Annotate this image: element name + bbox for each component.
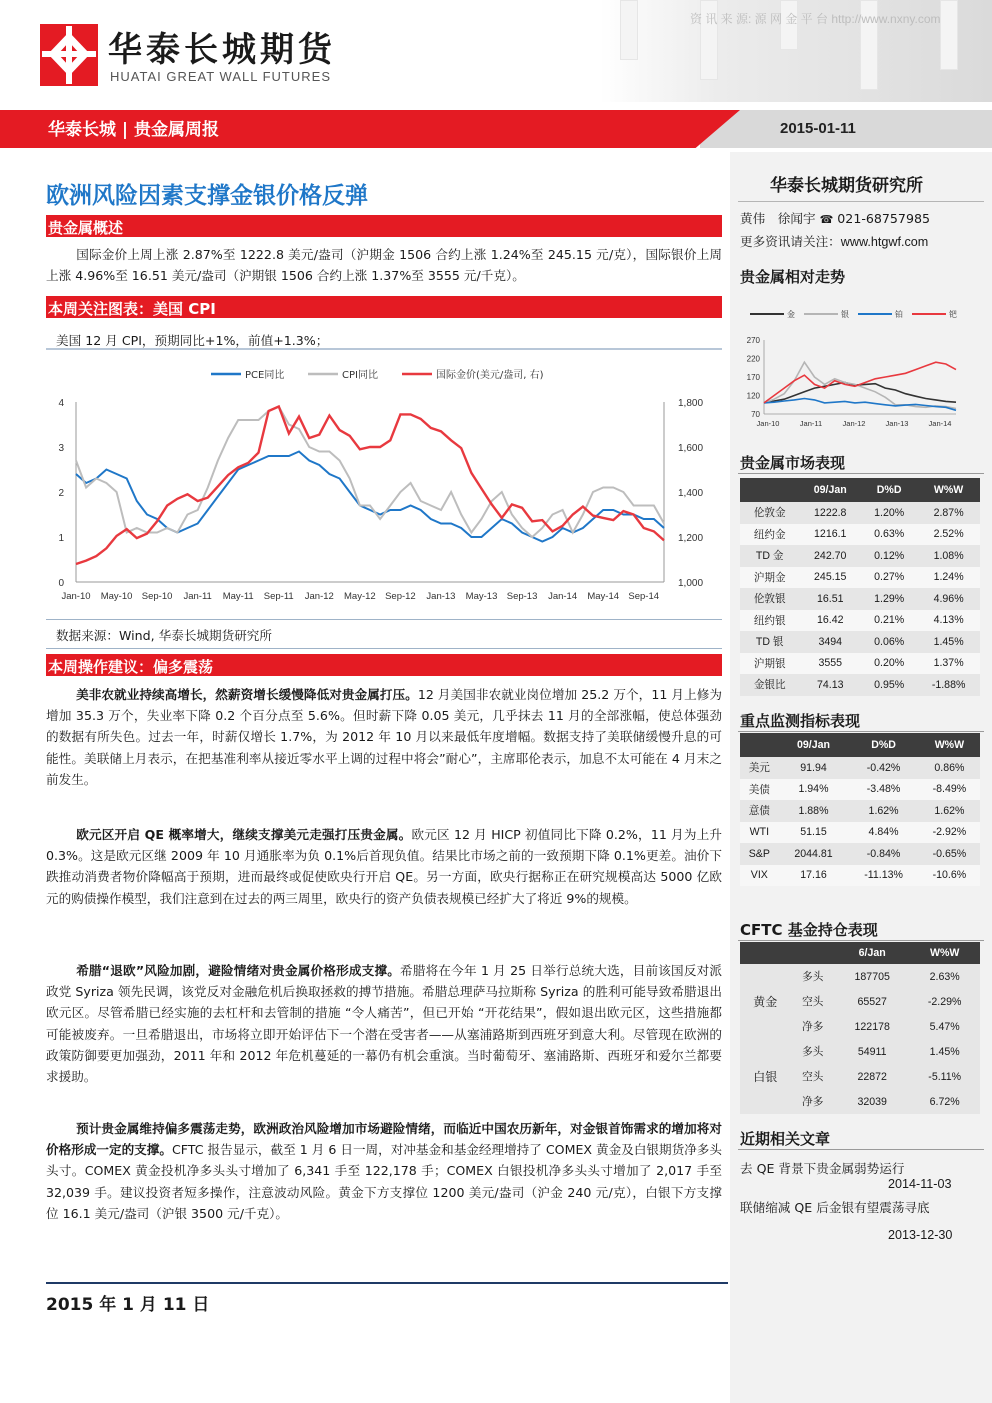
x-tick-label: Jan-11 <box>183 591 212 602</box>
y2-tick-label: 1,200 <box>678 533 704 544</box>
market-cell: 沪期银 <box>740 653 799 675</box>
cftc-cell: 187705 <box>835 964 909 989</box>
section-heading-text: 贵金属概述 <box>48 219 124 237</box>
relative-trend-title: 贵金属相对走势 <box>740 268 846 286</box>
market-cell: 16.51 <box>799 588 861 610</box>
market-cell: 2.87% <box>917 502 980 524</box>
market-cell: 4.13% <box>917 610 980 632</box>
monitor-cell: 意债 <box>740 800 779 822</box>
cftc-cell: 65527 <box>835 989 909 1014</box>
monitor-cell: -2.92% <box>919 822 980 844</box>
articles-title: 近期相关文章 <box>740 1130 831 1148</box>
article-date: 2014-11-03 <box>888 1177 952 1191</box>
cftc-cell: 32039 <box>835 1089 909 1114</box>
monitor-row <box>740 757 980 779</box>
market-row <box>740 653 980 675</box>
monitor-row <box>740 865 980 887</box>
x-tick-label: Sep-12 <box>385 591 416 602</box>
market-cell: 纽约银 <box>740 610 799 632</box>
advice-4-text: CFTC 报告显示，截至 1 月 6 日一周，对冲基金和基金经理增持了 COMEX 黄金及白银期货净多头头寸。COMEX 黄金投机净多头头寸增加了 6,341 手至 122,178 手；COMEX 白银投机净多头头寸增加了 2,017 手至 32,039 手。建议投资者短多操作，注意波动风险。黄金下方支撑位 1200 美元/盎司（沪金 240 元/克），白银下方支撑位 16.1 美元/盎司（沪银 3500 元/千克）。 <box>46 1142 722 1221</box>
advice-4-lead: 预计贵金属维持偏多震荡走势，欧洲政治风险增加市场避险情绪，而临近中国农历新年，对金银首饰需求的增加将对价格形成一定的支撑。 <box>46 1121 722 1158</box>
cftc-cell: 净多 <box>790 1014 835 1039</box>
cpi-note: 美国 12 月 CPI，预期同比+1%，前值+1.3%； <box>56 333 329 348</box>
market-cell: TD 银 <box>740 631 799 653</box>
monitor-header-cell: 09/Jan <box>779 733 849 757</box>
advice-paragraph-2 <box>46 824 722 909</box>
mini-series-line <box>764 399 956 411</box>
brand-name-english: HUATAI GREAT WALL FUTURES <box>110 69 331 84</box>
legend-label: PCE同比 <box>245 370 285 381</box>
market-cell: 1.37% <box>917 653 980 675</box>
relative-trend-chart <box>738 302 984 432</box>
footer-date: 2015 年 1 月 11 日 <box>46 1295 210 1315</box>
x-tick-label: May-12 <box>344 591 376 602</box>
legend-label: CPI同比 <box>342 370 378 381</box>
phone-number: 021-68757985 <box>837 211 930 226</box>
company-logo <box>40 24 98 86</box>
market-row <box>740 567 980 589</box>
market-cell: 0.63% <box>861 524 917 546</box>
article-date: 2013-12-30 <box>888 1228 953 1242</box>
cftc-group-gold: 黄金 <box>740 964 790 1039</box>
cftc-table <box>740 942 980 1114</box>
market-cell: 74.13 <box>799 674 861 696</box>
market-cell: 3494 <box>799 631 861 653</box>
advice-3-lead: 希腊“退欧”风险加剧，避险情绪对贵金属价格形成支撑。 <box>76 963 401 978</box>
market-cell: 1222.8 <box>799 502 861 524</box>
mini-legend-label: 钯 <box>949 310 957 319</box>
x-tick-label: Jan-13 <box>426 591 456 602</box>
market-cell: 245.15 <box>799 567 861 589</box>
cftc-table-title: CFTC 基金持仓表现 <box>740 921 878 939</box>
y-tick-label: 3 <box>58 443 64 454</box>
mini-y-tick-label: 220 <box>746 354 760 364</box>
monitor-row <box>740 843 980 865</box>
monitor-cell: WTI <box>740 822 779 844</box>
section-heading-text: 本周关注图表：美国 CPI <box>48 300 216 318</box>
mini-x-tick-label: Jan-11 <box>799 419 823 428</box>
market-cell: 0.12% <box>861 545 917 567</box>
mini-legend-label: 铂 <box>895 310 903 319</box>
market-row <box>740 524 980 546</box>
mini-x-tick-label: Jan-14 <box>928 419 952 428</box>
mini-x-tick-label: Jan-10 <box>756 419 780 428</box>
cftc-cell: -2.29% <box>909 989 980 1014</box>
mini-legend-label: 银 <box>841 310 849 319</box>
x-tick-label: May-14 <box>587 591 620 602</box>
market-row <box>740 674 980 696</box>
market-cell: 纽约金 <box>740 524 799 546</box>
advice-2-lead: 欧元区开启 QE 概率增大，继续支撑美元走强打压贵金属。 <box>76 827 412 842</box>
section-overview-heading <box>46 215 722 237</box>
cftc-cell: 122178 <box>835 1014 909 1039</box>
monitor-cell: 1.62% <box>919 800 980 822</box>
market-cell: 伦敦金 <box>740 502 799 524</box>
market-cell: 0.21% <box>861 610 917 632</box>
y-tick-label: 4 <box>58 398 64 409</box>
follow-label: 更多资讯请关注： <box>740 234 841 249</box>
market-cell: -1.88% <box>917 674 980 696</box>
market-row <box>740 545 980 567</box>
monitor-cell: -0.84% <box>848 843 918 865</box>
monitor-table <box>740 733 980 886</box>
monitor-cell: -8.49% <box>919 779 980 801</box>
monitor-cell: 0.86% <box>919 757 980 779</box>
advice-paragraph-4 <box>46 1118 722 1224</box>
x-tick-label: Sep-13 <box>506 591 538 602</box>
monitor-cell: 51.15 <box>779 822 849 844</box>
monitor-cell: VIX <box>740 865 779 887</box>
market-row <box>740 502 980 524</box>
monitor-header-cell <box>740 733 779 757</box>
cftc-cell: -5.11% <box>909 1064 980 1089</box>
market-cell: 0.27% <box>861 567 917 589</box>
y-tick-label: 0 <box>58 578 64 589</box>
monitor-cell: 1.62% <box>848 800 918 822</box>
y2-tick-label: 1,000 <box>678 578 704 589</box>
cftc-title-rule <box>738 940 984 941</box>
market-cell: 4.96% <box>917 588 980 610</box>
monitor-cell: 2044.81 <box>779 843 849 865</box>
x-tick-label: Jan-12 <box>304 591 334 602</box>
market-title-rule <box>738 473 984 474</box>
series-line <box>76 407 664 565</box>
cftc-header-cell: W%W <box>909 942 980 964</box>
monitor-title-rule <box>738 731 984 732</box>
monitor-header-cell: D%D <box>848 733 918 757</box>
market-table <box>740 478 980 696</box>
market-header-cell: D%D <box>861 478 917 502</box>
advice-3-text: 希腊将在今年 1 月 25 日举行总统大选，目前该国反对派政党 Syriza 领先民调，该党反对金融危机后换取拯救的搏节措施。希腊总理萨马拉斯称 Syriza 的胜利可能导致希腊退出欧元区。尽管希腊已经实施的去杠杆和去管制的措施 “令人痛苦”，但已开始 “开花结果”，假如退出欧元区，这些措施都可能被废弃。一旦希腊退出，市场将立即开始评估下一个潜在受害者——从塞浦路斯到西班牙到意大利。尽管现在欧洲的政策防御要更加强劲，2011 年和 2012 年危机蔓延的一幕仍有机会重演。当时葡萄牙、塞浦路斯、西班牙和爱尔兰都要求援助。 <box>46 963 722 1085</box>
cftc-cell: 54911 <box>835 1039 909 1064</box>
advice-paragraph-3 <box>46 960 722 1087</box>
cftc-cell: 净多 <box>790 1089 835 1114</box>
institute-name: 华泰长城期货研究所 <box>770 176 923 196</box>
website-link[interactable]: www.htgwf.com <box>840 235 929 249</box>
x-tick-label: Sep-11 <box>263 591 294 602</box>
cftc-cell: 1.45% <box>909 1039 980 1064</box>
brand-name: 华泰长城期货 <box>108 30 336 70</box>
market-cell: 0.95% <box>861 674 917 696</box>
mini-y-tick-label: 120 <box>746 391 760 401</box>
market-header-cell <box>740 478 799 502</box>
market-cell: 242.70 <box>799 545 861 567</box>
market-header-cell: W%W <box>917 478 980 502</box>
monitor-cell: 美元 <box>740 757 779 779</box>
mini-y-tick-label: 270 <box>746 336 760 345</box>
market-cell: 1.29% <box>861 588 917 610</box>
x-tick-label: May-13 <box>465 591 498 602</box>
market-cell: 1.45% <box>917 631 980 653</box>
monitor-cell: -0.42% <box>848 757 918 779</box>
section-focus-heading <box>46 296 722 318</box>
monitor-row <box>740 822 980 844</box>
monitor-cell: -3.48% <box>848 779 918 801</box>
x-tick-label: Jan-10 <box>61 591 91 602</box>
monitor-row <box>740 800 980 822</box>
monitor-header-cell: W%W <box>919 733 980 757</box>
market-row <box>740 588 980 610</box>
monitor-cell: 4.84% <box>848 822 918 844</box>
report-name: 华泰长城 | 贵金属周报 <box>48 120 220 140</box>
advice-1-text: 12 月美国非农就业岗位增加 25.2 万个，11 月上修为增加 35.3 万个，失业率下降 0.2 个百分点至 5.6%。但时薪下降 0.05 美元，几乎抹去 11 月的全部涨幅，使总体强劲的数据有所失色。过去一年，时薪仅增长 1.7%，为 2012 年 10 月以来最低年度增幅。数据支持了美联储缓慢升息的可能性。美联储上月表示，在把基准利率从接近零水平上调的过程中将会”耐心”，主席耶伦表示，加息不太可能在 4 月末之前发生。 <box>46 687 722 787</box>
analyst-names: 黄伟 徐闻宇 <box>740 211 816 226</box>
market-cell: 伦敦银 <box>740 588 799 610</box>
mini-y-tick-label: 170 <box>746 373 760 382</box>
market-cell: 沪期金 <box>740 567 799 589</box>
market-row <box>740 610 980 632</box>
market-cell: 1.08% <box>917 545 980 567</box>
cftc-cell: 6.72% <box>909 1089 980 1114</box>
y-tick-label: 1 <box>58 533 64 544</box>
monitor-cell: 91.94 <box>779 757 849 779</box>
monitor-cell: 17.16 <box>779 865 849 887</box>
footer-divider <box>46 1282 728 1284</box>
market-table-title: 贵金属市场表现 <box>740 454 846 472</box>
x-tick-label: May-11 <box>222 591 254 602</box>
y2-tick-label: 1,800 <box>678 398 704 409</box>
cftc-cell: 2.63% <box>909 964 980 989</box>
article-link[interactable]: 联储缩减 QE 后金银有望震荡寻底 <box>740 1200 930 1215</box>
contact-info <box>740 208 930 253</box>
market-cell: 2.52% <box>917 524 980 546</box>
phone-icon: ☎ <box>819 213 834 226</box>
cftc-header-cell: 6/Jan <box>835 942 909 964</box>
monitor-cell: 1.88% <box>779 800 849 822</box>
section-heading-text: 本周操作建议：偏多震荡 <box>48 658 214 676</box>
market-cell: 3555 <box>799 653 861 675</box>
monitor-cell: -0.65% <box>919 843 980 865</box>
articles-title-rule <box>738 1149 984 1150</box>
market-row <box>740 631 980 653</box>
sidebar <box>730 152 992 1403</box>
cftc-cell: 空头 <box>790 1064 835 1089</box>
market-cell: 1.24% <box>917 567 980 589</box>
watermark-text: 资 讯 来 源: 源 网 金 平 台 http://www.nxny.com <box>690 12 941 26</box>
page-header <box>0 0 992 102</box>
advice-1-lead: 美非农就业持续高增长，然薪资增长缓慢降低对贵金属打压。 <box>76 687 418 702</box>
advice-2-text: 欧元区 12 月 HICP 初值同比下降 0.2%，11 月为上升 0.3%。这是欧元区继 2009 年 10 月通胀率为负 0.1%后首现负值。结果比市场之前的一致预期下降 0.1%更差。油价下跌推动消费者物价降幅高于预期，进而最终或促使欧央行开启 QE。另一方面，欧央行据称正在研究规模高达 5000 亿欧元的购债操作模型，我们注意到在过去的两三周里，欧央行的资产负债表规模已经扩大了将近 9%的规模。 <box>46 827 723 906</box>
advice-paragraph-1 <box>46 684 722 790</box>
cpi-gold-chart <box>46 360 722 622</box>
legend-label: 国际金价(美元/盎司, 右) <box>436 370 544 381</box>
market-cell: 0.06% <box>861 631 917 653</box>
y2-tick-label: 1,400 <box>678 488 704 499</box>
market-cell: 1.20% <box>861 502 917 524</box>
series-line <box>76 407 664 538</box>
cftc-cell: 多头 <box>790 1039 835 1064</box>
cftc-header-cell <box>740 942 790 964</box>
monitor-row <box>740 779 980 801</box>
monitor-table-title: 重点监测指标表现 <box>740 712 861 730</box>
sidebar-divider <box>738 201 984 202</box>
mini-y-tick-label: 70 <box>751 410 760 419</box>
chart-source-box <box>46 619 722 649</box>
section-advice-heading <box>46 654 722 676</box>
cftc-cell: 5.47% <box>909 1014 980 1039</box>
overview-paragraph <box>46 244 722 286</box>
report-banner <box>0 102 992 152</box>
market-cell: 金银比 <box>740 674 799 696</box>
market-header-cell: 09/Jan <box>799 478 861 502</box>
cftc-cell: 空头 <box>790 989 835 1014</box>
chart-source-note: 数据来源：Wind, 华泰长城期货研究所 <box>56 628 272 643</box>
x-tick-label: May-10 <box>100 591 133 602</box>
x-tick-label: Jan-14 <box>548 591 578 602</box>
monitor-cell: 1.94% <box>779 779 849 801</box>
article-link[interactable]: 去 QE 背景下贵金属弱势运行 <box>740 1161 905 1176</box>
x-tick-label: Sep-14 <box>628 591 660 602</box>
cpi-note-box <box>46 328 722 350</box>
report-date: 2015-01-11 <box>780 120 856 137</box>
market-cell: 1216.1 <box>799 524 861 546</box>
monitor-cell: -10.6% <box>919 865 980 887</box>
y2-tick-label: 1,600 <box>678 443 704 454</box>
cftc-header-cell <box>790 942 835 964</box>
cftc-group-silver: 白银 <box>740 1039 790 1114</box>
cftc-cell: 22872 <box>835 1064 909 1089</box>
mini-legend-label: 金 <box>787 310 795 319</box>
mini-x-tick-label: Jan-12 <box>842 419 866 428</box>
cftc-cell: 多头 <box>790 964 835 989</box>
market-cell: 16.42 <box>799 610 861 632</box>
monitor-cell: S&P <box>740 843 779 865</box>
market-cell: TD 金 <box>740 545 799 567</box>
mini-x-tick-label: Jan-13 <box>885 419 909 428</box>
overview-text: 国际金价上周上涨 2.87%至 1222.8 美元/盎司（沪期金 1506 合约上涨 1.24%至 245.15 元/克），国际银价上周上涨 4.96%至 16.51 美元/盎司（沪期银 1506 合约上涨 1.37%至 3555 元/千克）。 <box>46 247 722 284</box>
x-tick-label: Sep-10 <box>141 591 173 602</box>
market-cell: 0.20% <box>861 653 917 675</box>
monitor-cell: -11.13% <box>848 865 918 887</box>
page-title: 欧洲风险因素支撑金银价格反弹 <box>46 183 368 209</box>
y-tick-label: 2 <box>58 488 64 499</box>
monitor-cell: 美债 <box>740 779 779 801</box>
